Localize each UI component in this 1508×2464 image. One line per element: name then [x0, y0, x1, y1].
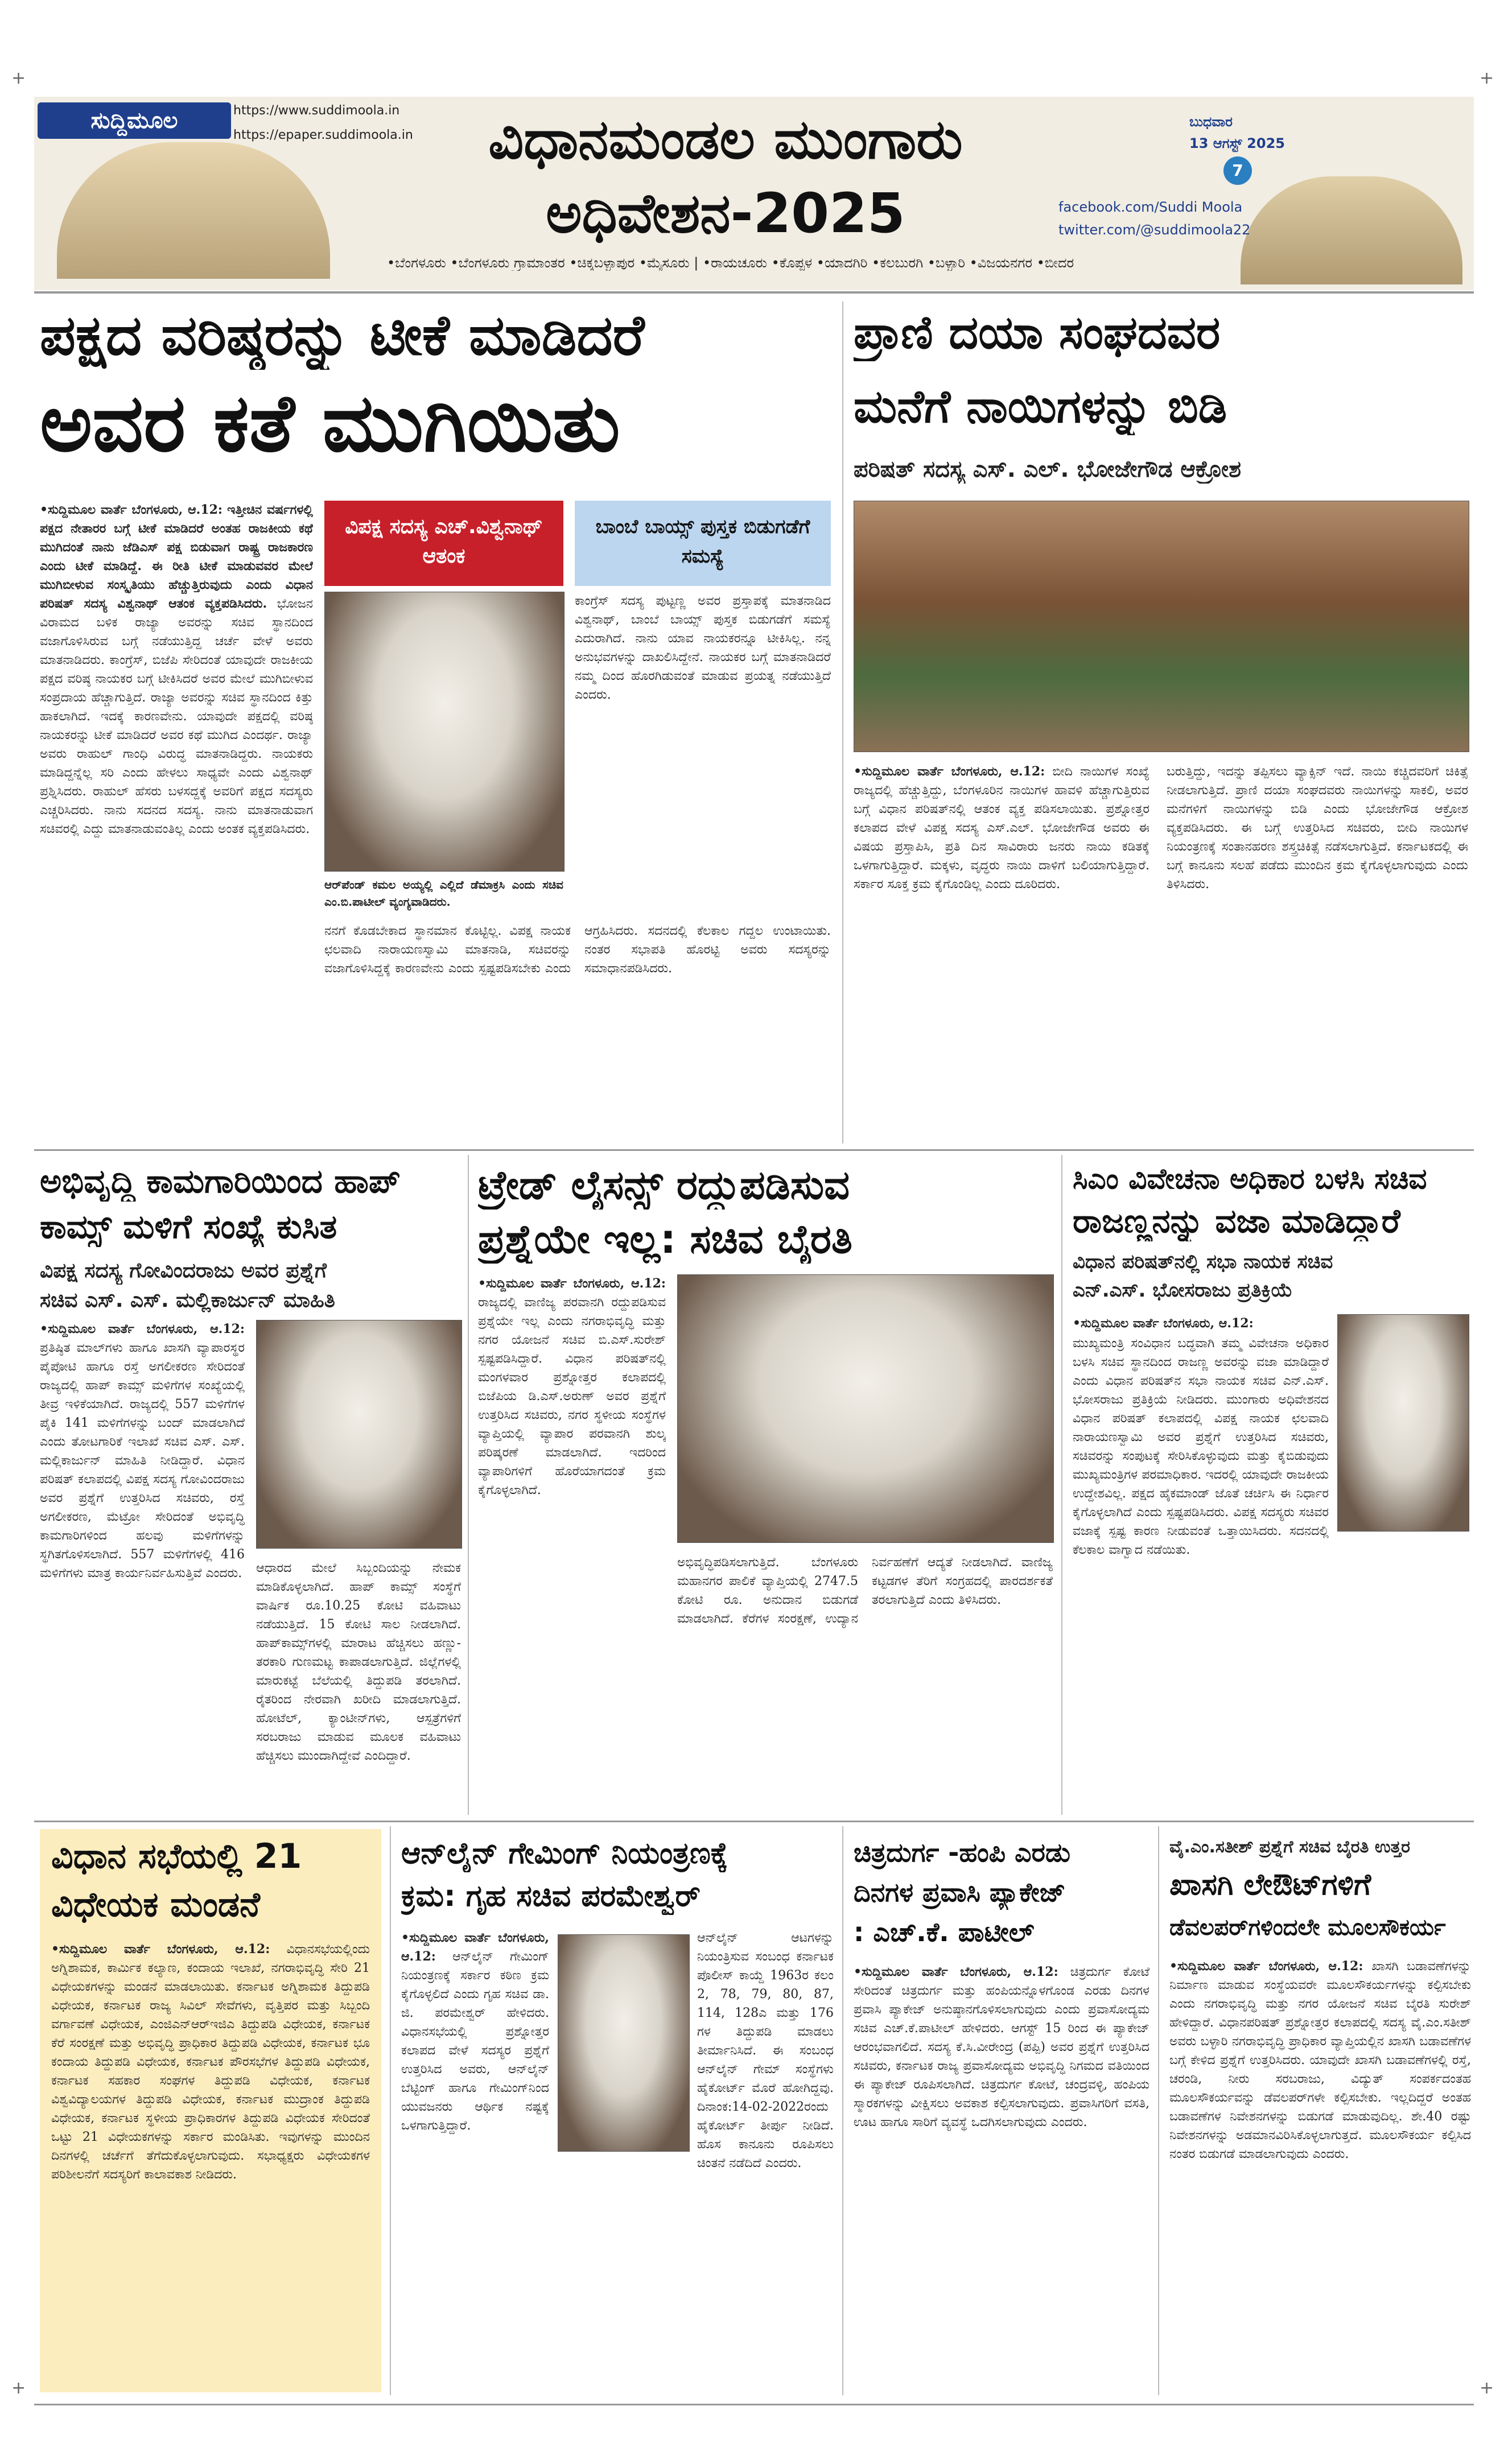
story8-byline: •ಸುದ್ದಿಮೂಲ ವಾರ್ತೆ ಬೆಂಗಳೂರು, ಆ.12: — [854, 1964, 1058, 1979]
story1-subhead-box: ಬಾಂಬೆ ಬಾಯ್ಸ್ ಪುಸ್ತಕ ಬಿಡುಗಡೆಗೆ ಸಮಸ್ಯೆ — [575, 501, 831, 586]
registration-mark: + — [11, 2378, 26, 2398]
story2-column2: ಬರುತ್ತಿದ್ದು, ಇದನ್ನು ತಪ್ಪಿಸಲು ವ್ಯಾಕ್ಸಿನ್ ಇದೆ. ನಾಯಿ ಕಚ್ಚಿದವರಿಗೆ ಚಿಕಿತ್ಸೆ ನೀಡಲಾಗುತ್ತಿದೆ. ಪ್ರಾಣಿ ದಯಾ ಸಂಘದವರು ನಾಯಿಗಳನ್ನು ಸಾಕಲಿ, ಅವರ ಮನೆಗಳಿಗೆ ನಾಯಿಗಳನ್ನು ಬಿಡಿ ಎಂದು ಭೋಜೇಗೌಡ ಆಕ್ರೋಶ ವ್ಯಕ್ತಪಡಿಸಿದರು. ಈ ಬಗ್ಗೆ ಉತ್ತರಿಸಿದ ಸಚಿವರು, ಬೀದಿ ನಾಯಿಗಳ ನಿಯಂತ್ರಣಕ್ಕೆ ಸಂತಾನಹರಣ ಶಸ್ತ್ರಚಿಕಿತ್ಸೆ ನಡೆಸಲಾಗುತ್ತಿದೆ. ಕರ್ನಾಟಕದಲ್ಲಿ ಈ ಬಗ್ಗೆ ಕಾನೂನು ಸಲಹೆ ಪಡೆದು ಮುಂದಿನ ಕ್ರಮ ಕೈಗೊಳ್ಳಲಾಗುವುದು ಎಂದು ತಿಳಿಸಿದರು. — [1167, 765, 1468, 892]
registration-mark: + — [11, 68, 26, 88]
story7-headline: ಆನ್‌ಲೈನ್ ಗೇಮಿಂಗ್ ನಿಯಂತ್ರಣಕ್ಕೆ — [401, 1836, 728, 1871]
divider — [34, 1821, 1474, 1822]
twitter-link[interactable]: twitter.com/@suddimoola22 — [1058, 222, 1251, 238]
divider — [34, 1149, 1474, 1151]
story3-headline-line2: ಕಾಮ್ಸ್ ಮಳಿಗೆ ಸಂಖ್ಯೆ ಕುಸಿತ — [40, 1207, 337, 1246]
story2-headline: ಪ್ರಾಣಿ ದಯಾ ಸಂಘದವರ — [854, 306, 1221, 359]
story3-column1 — [40, 1320, 245, 1815]
story9-byline: •ಸುದ್ದಿಮೂಲ ವಾರ್ತೆ ಬೆಂಗಳೂರು, ಆ.12: — [1169, 1959, 1363, 1974]
page-title: ವಿಧಾನಮಂಡಲ ಮುಂಗಾರು — [488, 108, 963, 171]
story8-column1 — [854, 1963, 1149, 2395]
divider — [34, 2404, 1474, 2405]
story1-headline: ಪಕ್ಷದ ವರಿಷ್ಠರನ್ನು ಟೀಕೆ ಮಾಡಿದರೆ — [40, 303, 645, 368]
story1-byline: •ಸುದ್ದಿಮೂಲ ವಾರ್ತೆ ಬೆಂಗಳೂರು, ಆ.12: — [40, 502, 223, 517]
story1-highlight-box: ವಿಪಕ್ಷ ಸದಸ್ಯ ಎಚ್.ವಿಶ್ವನಾಥ್ ಆತಂಕ — [324, 501, 563, 586]
story5-subhead-line2: ಎನ್.ಎಸ್. ಭೋಸರಾಜು ಪ್ರತಿಕ್ರಿಯೆ — [1073, 1279, 1293, 1302]
story9-headline-line2: ಡೆವಲಪರ್‌ಗಳಿಂದಲೇ ಮೂಲಸೌಕರ್ಯ — [1169, 1914, 1446, 1941]
story2-byline: •ಸುದ್ದಿಮೂಲ ವಾರ್ತೆ ಬೆಂಗಳೂರು, ಆ.12: — [854, 764, 1045, 779]
story3-subhead: ವಿಪಕ್ಷ ಸದಸ್ಯ ಗೋವಿಂದರಾಜು ಅವರ ಪ್ರಶ್ನೆಗೆ — [40, 1259, 327, 1282]
story6-text: ವಿಧಾನಸಭೆಯಲ್ಲಿಂದು ಅಗ್ನಿಶಾಮಕ, ಕಾರ್ಮಿಕ ಕಲ್ಯಾಣ, ಕಂದಾಯ ಇಲಾಖೆ, ನಗರಾಭಿವೃದ್ಧಿ ಸೇರಿ 21 ವಿಧೇಯಕಗಳನ್ನು ಮಂಡನೆ ಮಾಡಲಾಯಿತು. ಕರ್ನಾಟಕ ಅಗ್ನಿಶಾಮಕ ತಿದ್ದುಪಡಿ ವಿಧೇಯಕ, ಕರ್ನಾಟಕ ರಾಜ್ಯ ಸಿವಿಲ್ ಸೇವೆಗಳು, ವೃತ್ತಿಪರ ಮತ್ತು ಸಿಬ್ಬಂದಿ ವರ್ಗಾವಣೆ ವಿಧೇಯಕ, ಎಂಜಿಎನ್‌ಆರ್‌ಇಜಿಎ ತಿದ್ದುಪಡಿ ವಿಧೇಯಕ, ಕರ್ನಾಟಕ ಕೆರೆ ಸಂರಕ್ಷಣೆ ಮತ್ತು ಅಭಿವೃದ್ಧಿ ಪ್ರಾಧಿಕಾರ ತಿದ್ದುಪಡಿ ವಿಧೇಯಕ, ಕರ್ನಾಟಕ ಭೂ ಕಂದಾಯ ತಿದ್ದುಪಡಿ ವಿಧೇಯಕ, ಕರ್ನಾಟಕ ಪೌರಸಭೆಗಳ ತಿದ್ದುಪಡಿ ವಿಧೇಯಕ, ಕರ್ನಾಟಕ ಸಹಕಾರ ಸಂಘಗಳ ತಿದ್ದುಪಡಿ ವಿಧೇಯಕ, ಕರ್ನಾಟಕ ವಿಶ್ವವಿದ್ಯಾಲಯಗಳ ತಿದ್ದುಪಡಿ ವಿಧೇಯಕ, ಕರ್ನಾಟಕ ಮುದ್ರಾಂಕ ತಿದ್ದುಪಡಿ ವಿಧೇಯಕ, ಕರ್ನಾಟಕ ಸ್ಥಳೀಯ ಪ್ರಾಧಿಕಾರಗಳ ತಿದ್ದುಪಡಿ ವಿಧೇಯಕ ಸೇರಿದಂತೆ ಒಟ್ಟು 21 ವಿಧೇಯಕಗಳನ್ನು ಸರ್ಕಾರ ಮಂಡಿಸಿತು. ಇವುಗಳನ್ನು ಮುಂದಿನ ದಿನಗಳಲ್ಲಿ ಚರ್ಚೆಗೆ ತೆಗೆದುಕೊಳ್ಳಲಾಗುವುದು. ಸಭಾಧ್ಯಕ್ಷರು ವಿಧೇಯಕಗಳ ಪರಿಶೀಲನೆಗೆ ಸದಸ್ಯರಿಗೆ ಕಾಲಾವಕಾಶ ನೀಡಿದರು. — [51, 1942, 370, 2182]
mallikarjun-photo — [256, 1320, 462, 1549]
story7-byline: •ಸುದ್ದಿಮೂಲ ವಾರ್ತೆ ಬೆಂಗಳೂರು, ಆ.12: — [401, 1930, 549, 1964]
facebook-link[interactable]: facebook.com/Suddi Moola — [1058, 199, 1243, 215]
story3-text: ಪ್ರತಿಷ್ಠಿತ ಮಾಲ್‌ಗಳು ಹಾಗೂ ಖಾಸಗಿ ವ್ಯಾಪಾರಸ್ಥರ ಪೈಪೋಟಿ ಹಾಗೂ ರಸ್ತೆ ಅಗಲೀಕರಣ ಸೇರಿದಂತೆ ರಾಜ್ಯದಲ್ಲಿ ಹಾಪ್ ಕಾಮ್ಸ್ ಮಳಿಗೆಗಳ ಸಂಖ್ಯೆಯಲ್ಲಿ ತೀವ್ರ ಇಳಿಕೆಯಾಗಿದೆ. ರಾಜ್ಯದಲ್ಲಿ 557 ಮಳಿಗೆಗಳ ಪೈಕಿ 141 ಮಳಿಗೆಗಳನ್ನು ಬಂದ್ ಮಾಡಲಾಗಿದೆ ಎಂದು ತೋಟಗಾರಿಕೆ ಇಲಾಖೆ ಸಚಿವ ಎಸ್. ಎಸ್. ಮಲ್ಲಿಕಾರ್ಜುನ್ ಮಾಹಿತಿ ನೀಡಿದ್ದಾರೆ. ವಿಧಾನ ಪರಿಷತ್ ಕಲಾಪದಲ್ಲಿ ವಿಪಕ್ಷ ಸದಸ್ಯ ಗೋವಿಂದರಾಜು ಅವರ ಪ್ರಶ್ನೆಗೆ ಉತ್ತರಿಸಿದ ಸಚಿವರು, ರಸ್ತೆ ಅಗಲೀಕರಣ, ಮೆಟ್ರೋ ಸೇರಿದಂತೆ ಅಭಿವೃದ್ಧಿ ಕಾಮಗಾರಿಗಳಿಂದ ಹಲವು ಮಳಿಗೆಗಳನ್ನು ಸ್ಥಗಿತಗೊಳಿಸಲಾಗಿದೆ. 557 ಮಳಿಗೆಗಳಲ್ಲಿ 416 ಮಳಿಗೆಗಳು ಮಾತ್ರ ಕಾರ್ಯನಿರ್ವಹಿಸುತ್ತಿವೆ ಎಂದರು. — [40, 1341, 245, 1580]
story9-text: ಖಾಸಗಿ ಬಡಾವಣೆಗಳನ್ನು ನಿರ್ಮಾಣ ಮಾಡುವ ಸಂಸ್ಥೆಯವರೇ ಮೂಲಸೌಕರ್ಯಗಳನ್ನು ಕಲ್ಪಿಸಬೇಕು ಎಂದು ನಗರಾಭಿವೃದ್ಧಿ ಮತ್ತು ನಗರ ಯೋಜನೆ ಸಚಿವ ಬೈರತಿ ಸುರೇಶ್ ಹೇಳಿದ್ದಾರೆ. ವಿಧಾನಪರಿಷತ್ ಪ್ರಶ್ನೋತ್ತರ ಕಲಾಪದಲ್ಲಿ ಸದಸ್ಯ ವೈ.ಎಂ.ಸತೀಶ್ ಅವರು ಬಳ್ಳಾರಿ ನಗರಾಭಿವೃದ್ಧಿ ಪ್ರಾಧಿಕಾರ ವ್ಯಾಪ್ತಿಯಲ್ಲಿನ ಖಾಸಗಿ ಬಡಾವಣೆಗಳ ಬಗ್ಗೆ ಕೇಳಿದ ಪ್ರಶ್ನೆಗೆ ಉತ್ತರಿಸಿದರು. ಯಾವುದೇ ಖಾಸಗಿ ಬಡಾವಣೆಗಳಲ್ಲಿ ರಸ್ತೆ, ಚರಂಡಿ, ನೀರು ಸರಬರಾಜು, ವಿದ್ಯುತ್ ಸಂಪರ್ಕದಂತಹ ಮೂಲಸೌಕರ್ಯವನ್ನು ಡೆವಲಪರ್‌ಗಳೇ ಕಲ್ಪಿಸಬೇಕು. ಇಲ್ಲದಿದ್ದರೆ ಅಂತಹ ಬಡಾವಣೆಗಳ ನಿವೇಶನಗಳನ್ನು ಬಿಡುಗಡೆ ಮಾಡುವುದಿಲ್ಲ. ಶೇ.40 ರಷ್ಟು ನಿವೇಶನಗಳನ್ನು ಅಡಮಾನವಿರಿಸಿಕೊಳ್ಳಲಾಗುತ್ತದೆ. ಮೂಲಸೌಕರ್ಯ ಕಲ್ಪಿಸಿದ ನಂತರ ಬಿಡುಗಡೆ ಮಾಡಲಾಗುವುದು ಎಂದರು. — [1169, 1959, 1471, 2161]
website-link[interactable]: https://www.suddimoola.in — [233, 104, 400, 118]
issue-date: 13 ಆಗಸ್ಟ್ 2025 — [1189, 135, 1285, 151]
registration-mark: + — [1480, 2378, 1494, 2398]
story1-column3: ನನಗೆ ಕೊಡಬೇಕಾದ ಸ್ಥಾನಮಾನ ಕೊಟ್ಟಿಲ್ಲ. ವಿಪಕ್ಷ ನಾಯಕ ಛಲವಾದಿ ನಾರಾಯಣಸ್ವಾಮಿ ಮಾತನಾಡಿ, ಸಚಿವರನ್ನು ವಜಾಗೊಳಿಸಿದ್ದಕ್ಕೆ ಕಾರಣವೇನು ಎಂದು ಸ್ಪಷ್ಟಪಡಿಸಬೇಕು ಎಂದು ಆಗ್ರಹಿಸಿದರು. ಸದನದಲ್ಲಿ ಕೆಲಕಾಲ ಗದ್ದಲ ಉಂಟಾಯಿತು. ನಂತರ ಸಭಾಪತಿ ಹೊರಟ್ಟಿ ಅವರು ಸದಸ್ಯರನ್ನು ಸಮಾಧಾನಪಡಿಸಿದರು. — [324, 924, 831, 976]
photo-caption: ಆರ್‌ಪೆಂಡ್ ಕಮಲ ಅಯ್ಯಲ್ಲಿ ಎಲ್ಲಿದೆ ಡೆಮಾಕ್ರಸಿ ಎಂದು ಸಚಿವ ಎಂ.ಬಿ.ಪಾಟೀಲ್ ವ್ಯಂಗ್ಯವಾಡಿದರು. — [324, 878, 563, 909]
page-title-line2: ಅಧಿವೇಶನ-2025 — [546, 181, 905, 245]
story8-headline-line2: ದಿನಗಳ ಪ್ರವಾಸಿ ಪ್ಯಾಕೇಜ್ — [854, 1877, 1066, 1908]
story9-column1 — [1169, 1957, 1471, 2395]
story5-text — [1073, 1334, 1471, 1815]
story6-column1 — [51, 1940, 370, 2384]
story8-headline: ಚಿತ್ರದುರ್ಗ -ಹಂಪಿ ಎರಡು — [854, 1837, 1070, 1868]
parameshwar-photo — [558, 1934, 690, 2152]
story7-headline-line2: ಕ್ರಮ: ಗೃಹ ಸಚಿವ ಪರಮೇಶ್ವರ್ — [401, 1879, 701, 1913]
story3-byline: •ಸುದ್ದಿಮೂಲ ವಾರ್ತೆ ಬೆಂಗಳೂರು, ಆ.12: — [40, 1322, 245, 1336]
story9-headline: ಖಾಸಗಿ ಲೇಔಟ್‌ಗಳಿಗೆ — [1169, 1868, 1371, 1902]
story5-headline-line2: ರಾಜಣ್ಣನನ್ನು ವಜಾ ಮಾಡಿದ್ದಾರೆ — [1073, 1202, 1400, 1240]
story5-headline: ಸಿಎಂ ವಿವೇಚನಾ ಅಧಿಕಾರ ಬಳಸಿ ಸಚಿವ — [1073, 1162, 1427, 1195]
story1-column2: ಕಾಂಗ್ರೆಸ್ ಸದಸ್ಯ ಪುಟ್ಟಣ್ಣ ಅವರ ಪ್ರಸ್ತಾಪಕ್ಕೆ ಮಾತನಾಡಿದ ವಿಶ್ವನಾಥ್, ಬಾಂಬೆ ಬಾಯ್ಸ್ ಪುಸ್ತಕ ಬಿಡುಗಡೆಗೆ ಸಮಸ್ಯೆ ಎದುರಾಗಿದೆ. ನಾನು ಯಾವ ನಾಯಕರನ್ನೂ ಟೀಕಿಸಿಲ್ಲ. ನನ್ನ ಅನುಭವಗಳನ್ನು ದಾಖಲಿಸಿದ್ದೇನೆ. ನಾಯಕರ ಬಗ್ಗೆ ಮಾತನಾಡಿದರೆ ನಮ್ಮ ದಿಂದ ಹೊರಗಿಡುವಂತೆ ಮಾಡುವ ಪ್ರಯತ್ನ ನಡೆಯುತ್ತಿದೆ ಎಂದರು. — [575, 594, 831, 702]
registration-mark: + — [1480, 68, 1494, 88]
column-divider — [842, 302, 843, 1144]
minister-byrathi-photo — [677, 1274, 1054, 1543]
story1-headline-line2: ಅವರ ಕತೆ ಮುಗಿಯಿತು — [40, 377, 620, 470]
story1-column1 — [40, 501, 313, 1144]
story5-byline: •ಸುದ್ದಿಮೂಲ ವಾರ್ತೆ ಬೆಂಗಳೂರು, ಆ.12: — [1073, 1316, 1254, 1331]
epaper-link[interactable]: https://epaper.suddimoola.in — [233, 128, 413, 142]
story7-column1 — [401, 1929, 549, 2395]
story9-kicker: ವೈ.ಎಂ.ಸತೀಶ್ ಪ್ರಶ್ನೆಗೆ ಸಚಿವ ಬೈರತಿ ಉತ್ತರ — [1169, 1837, 1410, 1857]
divider — [34, 291, 1474, 294]
newspaper-logo: ಸುದ್ದಿಮೂಲ — [38, 102, 231, 139]
story3-headline: ಅಭಿವೃದ್ಧಿ ಕಾಮಗಾರಿಯಿಂದ ಹಾಪ್ — [40, 1162, 401, 1200]
story2-subhead: ಪರಿಷತ್ ಸದಸ್ಯ ಎಸ್. ಎಲ್. ಭೋಜೇಗೌಡ ಆಕ್ರೋಶ — [854, 456, 1242, 482]
legislative-council-photo — [854, 501, 1469, 752]
story4-headline-line2: ಪ್ರಶ್ನೆಯೇ ಇಲ್ಲ: ಸಚಿವ ಬೈರತಿ — [478, 1216, 852, 1262]
h-vishwanath-photo — [324, 592, 565, 872]
story2-text: ಬೀದಿ ನಾಯಿಗಳ ಸಂಖ್ಯೆ ರಾಜ್ಯದಲ್ಲಿ ಹೆಚ್ಚುತ್ತಿದ್ದು, ಬೆಂಗಳೂರಿನ ನಾಯಿಗಳ ಹಾವಳಿ ಹೆಚ್ಚಾಗುತ್ತಿರುವ ಬಗ್ಗೆ ವಿಧಾನ ಪರಿಷತ್‌ನಲ್ಲಿ ಆತಂಕ ವ್ಯಕ್ತ ಪಡಿಸಲಾಯಿತು. ಪ್ರಶ್ನೋತ್ತರ ಕಲಾಪದ ವೇಳೆ ವಿಪಕ್ಷ ಸದಸ್ಯ ಎಸ್.ಎಲ್. ಭೋಜೇಗೌಡ ಅವರು ಈ ವಿಷಯ ಪ್ರಸ್ತಾಪಿಸಿ, ಪ್ರತಿ ದಿನ ಸಾವಿರಾರು ಜನರು ನಾಯಿ ಕಡಿತಕ್ಕೆ ಒಳಗಾಗುತ್ತಿದ್ದಾರೆ. ಮಕ್ಕಳು, ವೃದ್ಧರು ನಾಯಿ ದಾಳಿಗೆ ಬಲಿಯಾಗುತ್ತಿದ್ದಾರೆ. ಸರ್ಕಾರ ಸೂಕ್ತ ಕ್ರಮ ಕೈಗೊಂಡಿಲ್ಲ ಎಂದು ದೂರಿದರು. — [854, 765, 1149, 892]
edition-cities: •ಬೆಂಗಳೂರು •ಬೆಂಗಳೂರು ಗ್ರಾಮಾಂತರ •ಚಿಕ್ಕಬಳ್ಳಾಪುರ •ಮೈಸೂರು | •ರಾಯಚೂರು •ಕೊಪ್ಪಳ •ಯಾದಗಿರಿ •ಕಲಬುರಗಿ •ಬಳ್ಳಾರಿ •ವಿಜಯನಗರ •ಬೀದರ — [387, 255, 1074, 271]
story5-paragraph: ಮುಖ್ಯಮಂತ್ರಿ ಸಂವಿಧಾನ ಬದ್ಧವಾಗಿ ತಮ್ಮ ವಿವೇಚನಾ ಅಧಿಕಾರ ಬಳಸಿ ಸಚಿವ ಸ್ಥಾನದಿಂದ ರಾಜಣ್ಣ ಅವರನ್ನು ವಜಾ ಮಾಡಿದ್ದಾರೆ ಎಂದು ವಿಧಾನ ಪರಿಷತ್‌ನ ಸಭಾ ನಾಯಕ ಸಚಿವ ಎನ್.ಎಸ್. ಭೋಸರಾಜು ಪ್ರತಿಕ್ರಿಯೆ ನೀಡಿದರು. ಮುಂಗಾರು ಅಧಿವೇಶನದ ವಿಧಾನ ಪರಿಷತ್ ಕಲಾಪದಲ್ಲಿ ವಿಪಕ್ಷ ನಾಯಕ ಛಲವಾದಿ ನಾರಾಯಣಸ್ವಾಮಿ ಅವರ ಪ್ರಶ್ನೆಗೆ ಉತ್ತರಿಸಿದ ಸಚಿವರು, ಸಚಿವರನ್ನು ಸಂಪುಟಕ್ಕೆ ಸೇರಿಸಿಕೊಳ್ಳುವುದು ಮತ್ತು ಕೈಬಿಡುವುದು ಮುಖ್ಯಮಂತ್ರಿಗಳ ಪರಮಾಧಿಕಾರ. ಇದರಲ್ಲಿ ಯಾವುದೇ ರಾಜಕೀಯ ಉದ್ದೇಶವಿಲ್ಲ. ಪಕ್ಷದ ಹೈಕಮಾಂಡ್ ಜೊತೆ ಚರ್ಚಿಸಿ ಈ ನಿರ್ಧಾರ ಕೈಗೊಳ್ಳಲಾಗಿದೆ ಎಂದು ಸ್ಪಷ್ಟಪಡಿಸಿದರು. ವಿಪಕ್ಷ ಸದಸ್ಯರು ಸಚಿವರ ವಜಾಕ್ಕೆ ಸ್ಪಷ್ಟ ಕಾರಣ ನೀಡುವಂತೆ ಒತ್ತಾಯಿಸಿದರು. ಸದನದಲ್ಲಿ ಕೆಲಕಾಲ ವಾಗ್ವಾದ ನಡೆಯಿತು. — [1073, 1336, 1329, 1557]
column-divider — [390, 1826, 391, 2395]
page-number-badge: 7 — [1223, 156, 1252, 185]
story4-headline: ಟ್ರೇಡ್ ಲೈಸನ್ಸ್ ರದ್ದುಪಡಿಸುವ — [478, 1162, 850, 1208]
story5-subhead: ವಿಧಾನ ಪರಿಷತ್‌ನಲ್ಲಿ ಸಭಾ ನಾಯಕ ಸಚಿವ — [1073, 1250, 1333, 1273]
photo-spacer — [1329, 1334, 1471, 1533]
story3-subhead-line2: ಸಚಿವ ಎಸ್. ಎಸ್. ಮಲ್ಲಿಕಾರ್ಜುನ್ ಮಾಹಿತಿ — [40, 1289, 335, 1312]
story8-headline-line3: : ಎಚ್.ಕೆ. ಪಾಟೀಲ್ — [854, 1917, 1035, 1947]
story2-headline-line2: ಮನೆಗೆ ನಾಯಿಗಳನ್ನು ಬಿಡಿ — [854, 380, 1227, 433]
story6-byline: •ಸುದ್ದಿಮೂಲ ವಾರ್ತೆ ಬೆಂಗಳೂರು, ಆ.12: — [51, 1942, 270, 1957]
story7-column2: ಆನ್‌ಲೈನ್ ಆಟಗಳನ್ನು ನಿಯಂತ್ರಿಸುವ ಸಂಬಂಧ ಕರ್ನಾಟಕ ಪೊಲೀಸ್ ಕಾಯ್ದೆ 1963ರ ಕಲಂ 2, 78, 79, 80, 87, 114, 128ಎ ಮತ್ತು 176 ಗಳ ತಿದ್ದುಪಡಿ ಮಾಡಲು ತೀರ್ಮಾನಿಸಿದೆ. ಈ ಸಂಬಂಧ ಆನ್‌ಲೈನ್ ಗೇಮ್ ಸಂಸ್ಥೆಗಳು ಹೈಕೋರ್ಟ್ ಮೊರೆ ಹೋಗಿದ್ದವು. ದಿನಾಂಕ:14-02-2022ರಂದು ಹೈಕೋರ್ಟ್ ತೀರ್ಪು ನೀಡಿದೆ. ಹೊಸ ಕಾನೂನು ರೂಪಿಸಲು ಚಿಂತನೆ ನಡೆದಿದೆ ಎಂದರು. — [697, 1931, 834, 2170]
column-divider — [468, 1155, 469, 1815]
issue-day: ಬುಧವಾರ — [1189, 114, 1233, 130]
story1-text: ಭೋಜನ ವಿರಾಮದ ಬಳಿಕ ರಾಜ್ಯಾ ಅವರನ್ನು ಸಚಿವ ಸ್ಥಾನದಿಂದ ವಜಾಗೊಳಿಸಿರುವ ಬಗ್ಗೆ ನಡೆಯುತ್ತಿದ್ದ ಚರ್ಚೆ ವೇಳೆ ಅವರು ಮಾತನಾಡಿದರು. ಕಾಂಗ್ರೆಸ್, ಬಿಜೆಪಿ ಸೇರಿದಂತೆ ಯಾವುದೇ ರಾಜಕೀಯ ಪಕ್ಷದ ವರಿಷ್ಠ ನಾಯಕರ ಬಗ್ಗೆ ಟೀಕಿಸಿದರೆ ಅವರ ಮೇಲೆ ಮುಗಿಬೀಳುವ ಸಂಪ್ರದಾಯ ಹೆಚ್ಚಾಗುತ್ತಿದೆ. ರಾಜ್ಯಾ ಅವರನ್ನು ಸಚಿವ ಸ್ಥಾನದಿಂದ ಕಿತ್ತು ಹಾಕಲಾಗಿದೆ. ಇದಕ್ಕೆ ಕಾರಣವೇನು. ಯಾವುದೇ ಪಕ್ಷದಲ್ಲಿ ವರಿಷ್ಠ ನಾಯಕರನ್ನು ಟೀಕೆ ಮಾಡಿದರೆ ಅವರ ಕಥೆ ಮುಗಿದ ಎಂದರ್ಥ. ರಾಜ್ಯಾ ಅವರು ರಾಹುಲ್ ಗಾಂಧಿ ವಿರುದ್ಧ ಮಾತನಾಡಿದ್ದರು. ನಾಯಕರು ಮಾಡಿದ್ದನ್ನೆಲ್ಲ ಸರಿ ಎಂದು ಹೇಳಲು ಸಾಧ್ಯವೇ ಎಂದು ವಿಶ್ವನಾಥ್ ಪ್ರಶ್ನಿಸಿದರು. ರಾಹುಲ್ ಹೆಸರು ಬಳಸದ್ದಕ್ಕೆ ಅವರಿಗೆ ಪಕ್ಷದ ಸದಸ್ಯರು ಎಚ್ಚರಿಸಿದರು. ನಾನು ಸದನದ ಸದಸ್ಯ. ನಾನು ಮಾತನಾಡುವಾಗ ಸಚಿವರಲ್ಲಿ ಎದ್ದು ಮಾತನಾಡುವಂತಿಲ್ಲ ಎಂದು ಅಂತಕ ವ್ಯಕ್ತಪಡಿಸಿದರು. — [40, 597, 313, 836]
story1-lead: ಇತ್ತೀಚಿನ ವರ್ಷಗಳಲ್ಲಿ ಪಕ್ಷದ ನೇತಾರರ ಬಗ್ಗೆ ಟೀಕೆ ಮಾಡಿದರೆ ಅಂತಹ ರಾಜಕೀಯ ಕಥೆ ಮುಗಿದಂತೆ ನಾನು ಜೆಡಿಎಸ್ ಪಕ್ಷ ಬಿಡುವಾಗ ರಾಷ್ಟ್ರ ರಾಜಕಾರಣ ಎಂದು ಟೀಕೆ ಮಾಡಿದ್ದೆ. ಈ ರೀತಿ ಟೀಕೆ ಮಾಡುವವರ ಮೇಲೆ ಮುಗಿಬೀಳುವ ಸಂಸ್ಕೃತಿಯು ಹೆಚ್ಚುತ್ತಿರುವುದು ಎಂದು ವಿಧಾನ ಪರಿಷತ್ ಸದಸ್ಯ ವಿಶ್ವನಾಥ್ ಆತಂಕ ವ್ಯಕ್ತಪಡಿಸಿದರು. — [40, 502, 313, 611]
story4-column1 — [478, 1274, 666, 1593]
column-divider — [1158, 1826, 1159, 2395]
story2-column1 — [854, 762, 1149, 1144]
story4-column2: ಅಭಿವೃದ್ಧಿಪಡಿಸಲಾಗುತ್ತಿದೆ. ಬೆಂಗಳೂರು ಮಹಾನಗರ ಪಾಲಿಕೆ ವ್ಯಾಪ್ತಿಯಲ್ಲಿ 2747.5 ಕೋಟಿ ರೂ. ಅನುದಾನ ಬಿಡುಗಡೆ ಮಾಡಲಾಗಿದೆ. ಕೆರೆಗಳ ಸಂರಕ್ಷಣೆ, ಉದ್ಯಾನ ನಿರ್ವಹಣೆಗೆ ಆದ್ಯತೆ ನೀಡಲಾಗಿದೆ. ವಾಣಿಜ್ಯ ಕಟ್ಟಡಗಳ ತೆರಿಗೆ ಸಂಗ್ರಹದಲ್ಲಿ ಪಾರದರ್ಶಕತೆ ತರಲಾಗುತ್ತಿದೆ ಎಂದು ತಿಳಿಸಿದರು. — [677, 1555, 1053, 1626]
column-divider — [842, 1826, 843, 2395]
story3-column2: ಆಧಾರದ ಮೇಲೆ ಸಿಬ್ಬಂದಿಯನ್ನು ನೇಮಕ ಮಾಡಿಕೊಳ್ಳಲಾಗಿದೆ. ಹಾಪ್ ಕಾಮ್ಸ್ ಸಂಸ್ಥೆಗೆ ವಾರ್ಷಿಕ ರೂ.10.25 ಕೋಟಿ ವಹಿವಾಟು ನಡೆಯುತ್ತಿದೆ. 15 ಕೋಟಿ ಸಾಲ ನೀಡಲಾಗಿದೆ. ಹಾಪ್‌ಕಾಮ್ಸ್‌ಗಳಲ್ಲಿ ಮಾರಾಟ ಹೆಚ್ಚಿಸಲು ಹಣ್ಣು-ತರಕಾರಿ ಗುಣಮಟ್ಟ ಕಾಪಾಡಲಾಗುತ್ತಿದೆ. ಜಿಲ್ಲೆಗಳಲ್ಲಿ ಮಾರುಕಟ್ಟೆ ಬೆಲೆಯಲ್ಲಿ ತಿದ್ದುಪಡಿ ತರಲಾಗಿದೆ. ರೈತರಿಂದ ನೇರವಾಗಿ ಖರೀದಿ ಮಾಡಲಾಗುತ್ತಿದೆ. ಹೋಟೆಲ್, ಕ್ಯಾಂಟೀನ್‌ಗಳು, ಆಸ್ಪತ್ರೆಗಳಿಗೆ ಸರಬರಾಜು ಮಾಡುವ ಮೂಲಕ ವಹಿವಾಟು ಹೆಚ್ಚಿಸಲು ಮುಂದಾಗಿದ್ದೇವೆ ಎಂದಿದ್ದಾರೆ. — [256, 1561, 461, 1763]
story8-text: ಚಿತ್ರದುರ್ಗ ಕೋಟೆ ಸೇರಿದಂತೆ ಚಿತ್ರದುರ್ಗ ಮತ್ತು ಹಂಪಿಯನ್ನೊಳಗೊಂಡ ಎರಡು ದಿನಗಳ ಪ್ರವಾಸಿ ಪ್ಯಾಕೇಜ್ ಅನುಷ್ಠಾನಗೊಳಿಸಲಾಗುವುದು ಎಂದು ಪ್ರವಾಸೋದ್ಯಮ ಸಚಿವ ಎಚ್.ಕೆ.ಪಾಟೀಲ್ ಹೇಳಿದರು. ಆಗಸ್ಟ್ 15 ರಿಂದ ಈ ಪ್ಯಾಕೇಜ್ ಆರಂಭವಾಗಲಿದೆ. ಸದಸ್ಯ ಕೆ.ಸಿ.ವೀರೇಂದ್ರ (ಪಪ್ಪಿ) ಅವರ ಪ್ರಶ್ನೆಗೆ ಉತ್ತರಿಸಿದ ಸಚಿವರು, ಕರ್ನಾಟಕ ರಾಜ್ಯ ಪ್ರವಾಸೋದ್ಯಮ ಅಭಿವೃದ್ಧಿ ನಿಗಮದ ವತಿಯಿಂದ ಈ ಪ್ಯಾಕೇಜ್ ರೂಪಿಸಲಾಗಿದೆ. ಚಿತ್ರದುರ್ಗ ಕೋಟೆ, ಚಂದ್ರವಳ್ಳಿ, ಹಂಪಿಯ ಸ್ಮಾರಕಗಳನ್ನು ವೀಕ್ಷಿಸಲು ಅವಕಾಶ ಕಲ್ಪಿಸಲಾಗುವುದು. ಪ್ರವಾಸಿಗರಿಗೆ ವಸತಿ, ಊಟ ಹಾಗೂ ಸಾರಿಗೆ ವ್ಯವಸ್ಥೆ ಒದಗಿಸಲಾಗುವುದು ಎಂದರು. — [854, 1965, 1149, 2129]
story6-headline-line2: ವಿಧೇಯಕ ಮಂಡನೆ — [51, 1885, 260, 1925]
story4-byline: •ಸುದ್ದಿಮೂಲ ವಾರ್ತೆ ಬೆಂಗಳೂರು, ಆ.12: — [478, 1276, 666, 1291]
story7-text: ಆನ್‌ಲೈನ್ ಗೇಮಿಂಗ್ ನಿಯಂತ್ರಣಕ್ಕೆ ಸರ್ಕಾರ ಕಠಿಣ ಕ್ರಮ ಕೈಗೊಳ್ಳಲಿದೆ ಎಂದು ಗೃಹ ಸಚಿವ ಡಾ. ಜಿ. ಪರಮೇಶ್ವರ್ ಹೇಳಿದರು. ವಿಧಾನಸಭೆಯಲ್ಲಿ ಪ್ರಶ್ನೋತ್ತರ ಕಲಾಪದ ವೇಳೆ ಸದಸ್ಯರ ಪ್ರಶ್ನೆಗೆ ಉತ್ತರಿಸಿದ ಅವರು, ಆನ್‌ಲೈನ್ ಬೆಟ್ಟಿಂಗ್ ಹಾಗೂ ಗೇಮಿಂಗ್‌ನಿಂದ ಯುವಜನರು ಆರ್ಥಿಕ ನಷ್ಟಕ್ಕೆ ಒಳಗಾಗುತ್ತಿದ್ದಾರೆ. — [401, 1950, 549, 2133]
column-divider — [1061, 1155, 1062, 1815]
story6-headline: ವಿಧಾನ ಸಭೆಯಲ್ಲಿ 21 — [51, 1836, 302, 1876]
story4-text: ರಾಜ್ಯದಲ್ಲಿ ವಾಣಿಜ್ಯ ಪರವಾನಗಿ ರದ್ದುಪಡಿಸುವ ಪ್ರಶ್ನೆಯೇ ಇಲ್ಲ ಎಂದು ನಗರಾಭಿವೃದ್ಧಿ ಮತ್ತು ನಗರ ಯೋಜನೆ ಸಚಿವ ಬಿ.ಎಸ್.ಸುರೇಶ್ ಸ್ಪಷ್ಟಪಡಿಸಿದ್ದಾರೆ. ವಿಧಾನ ಪರಿಷತ್‌ನಲ್ಲಿ ಮಂಗಳವಾರ ಪ್ರಶ್ನೋತ್ತರ ಕಲಾಪದಲ್ಲಿ ಬಿಜೆಪಿಯ ಡಿ.ಎಸ್.ಅರುಣ್ ಅವರ ಪ್ರಶ್ನೆಗೆ ಉತ್ತರಿಸಿದ ಸಚಿವರು, ನಗರ ಸ್ಥಳೀಯ ಸಂಸ್ಥೆಗಳ ವ್ಯಾಪ್ತಿಯಲ್ಲಿ ವ್ಯಾಪಾರ ಪರವಾನಗಿ ಶುಲ್ಕ ಪರಿಷ್ಕರಣೆ ಮಾಡಲಾಗಿದೆ. ಇದರಿಂದ ವ್ಯಾಪಾರಿಗಳಿಗೆ ಹೊರೆಯಾಗದಂತೆ ಕ್ರಮ ಕೈಗೊಳ್ಳಲಾಗಿದೆ. — [478, 1295, 666, 1497]
